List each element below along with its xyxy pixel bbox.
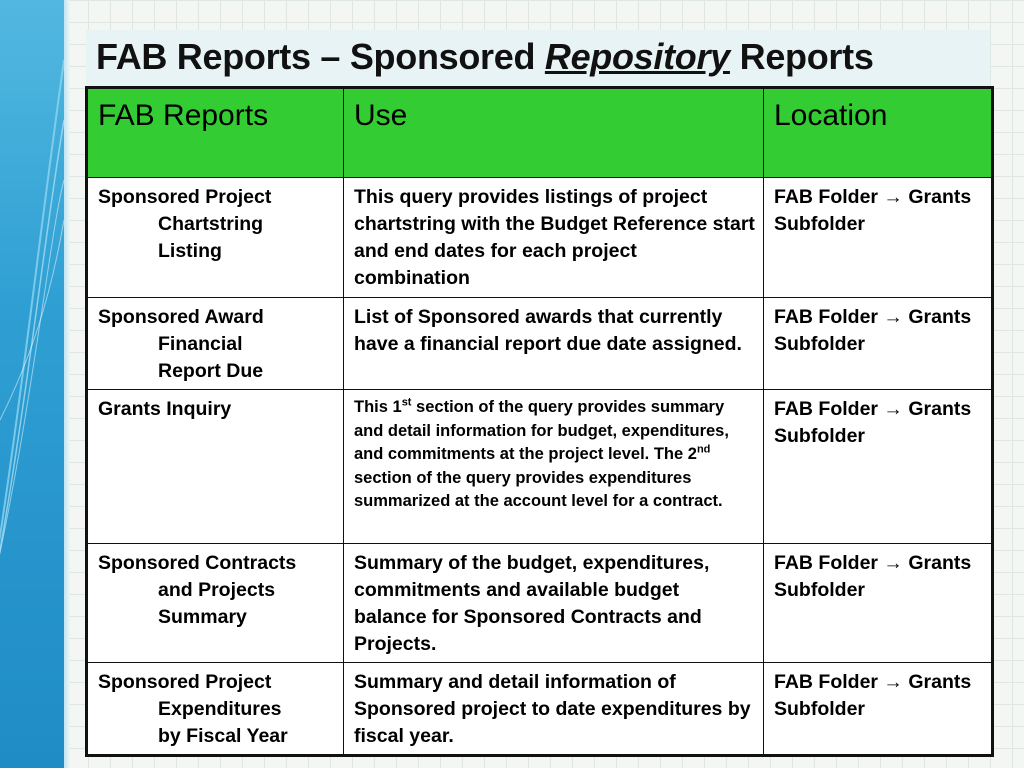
left-edge-highlight: [64, 0, 70, 768]
use-cell: Summary and detail information of Sponsored project to date expenditures by fiscal year.: [344, 663, 764, 756]
swoosh-decoration: [0, 0, 64, 768]
use-cell: This query provides listings of project chartstring with the Budget Reference start and end dates for each project combination: [344, 178, 764, 298]
location-cell: FAB Folder → Grants Subfolder: [764, 544, 993, 663]
report-name-line: and Projects: [158, 579, 276, 601]
report-name-cell: [87, 663, 344, 756]
report-name-cell: [87, 178, 344, 298]
use-cell: This 1st section of the query provides summary and detail information for budget, expenditures, and commitments at the project level. The 2nd section of the query provides expenditures summarized at the account level for a contract.: [344, 390, 764, 544]
report-name-line: Financial: [158, 333, 243, 355]
header-fab-reports: FAB Reports: [87, 88, 344, 178]
use-cell: Summary of the budget, expenditures, commitments and available budget balance for Sponsored Contracts and Projects.: [344, 544, 764, 663]
report-name-line: Expenditures: [158, 698, 282, 720]
table-row: [87, 663, 993, 756]
table-row: [87, 544, 993, 663]
report-name-cell: [87, 390, 344, 544]
report-name-line: Sponsored Project: [98, 186, 272, 208]
report-name-line: Grants Inquiry: [98, 398, 232, 420]
report-name-line: Chartstring: [158, 213, 264, 235]
location-cell: FAB Folder → Grants Subfolder: [764, 663, 993, 756]
reports-table: [85, 86, 994, 757]
report-name-line: Report Due: [158, 360, 264, 382]
location-cell: FAB Folder → Grants Subfolder: [764, 298, 993, 390]
ordinal-superscript: nd: [696, 443, 711, 456]
report-name-line: Sponsored Project: [98, 671, 272, 693]
table-row: [87, 178, 993, 298]
use-cell: List of Sponsored awards that currently have a financial report due date assigned.: [344, 298, 764, 390]
slide-title: FAB Reports – Sponsored Repository Reports: [96, 36, 874, 77]
report-name-line: Sponsored Contracts: [98, 552, 297, 574]
report-name-line: Listing: [158, 240, 222, 262]
table-header-row: [87, 88, 993, 178]
header-use: Use: [344, 88, 764, 178]
report-name-cell: [87, 298, 344, 390]
report-name-line: by Fiscal Year: [158, 725, 288, 747]
report-name-line: Summary: [158, 606, 247, 628]
header-location: Location: [764, 88, 993, 178]
decorative-left-band: [0, 0, 64, 768]
title-emphasis: Repository: [544, 36, 730, 77]
report-name-cell: [87, 544, 344, 663]
table-row: [87, 298, 993, 390]
table-row: [87, 390, 993, 544]
ordinal-superscript: st: [401, 396, 412, 409]
location-cell: FAB Folder → Grants Subfolder: [764, 178, 993, 298]
location-cell: FAB Folder → Grants Subfolder: [764, 390, 993, 544]
report-name-line: Sponsored Award: [98, 306, 264, 328]
